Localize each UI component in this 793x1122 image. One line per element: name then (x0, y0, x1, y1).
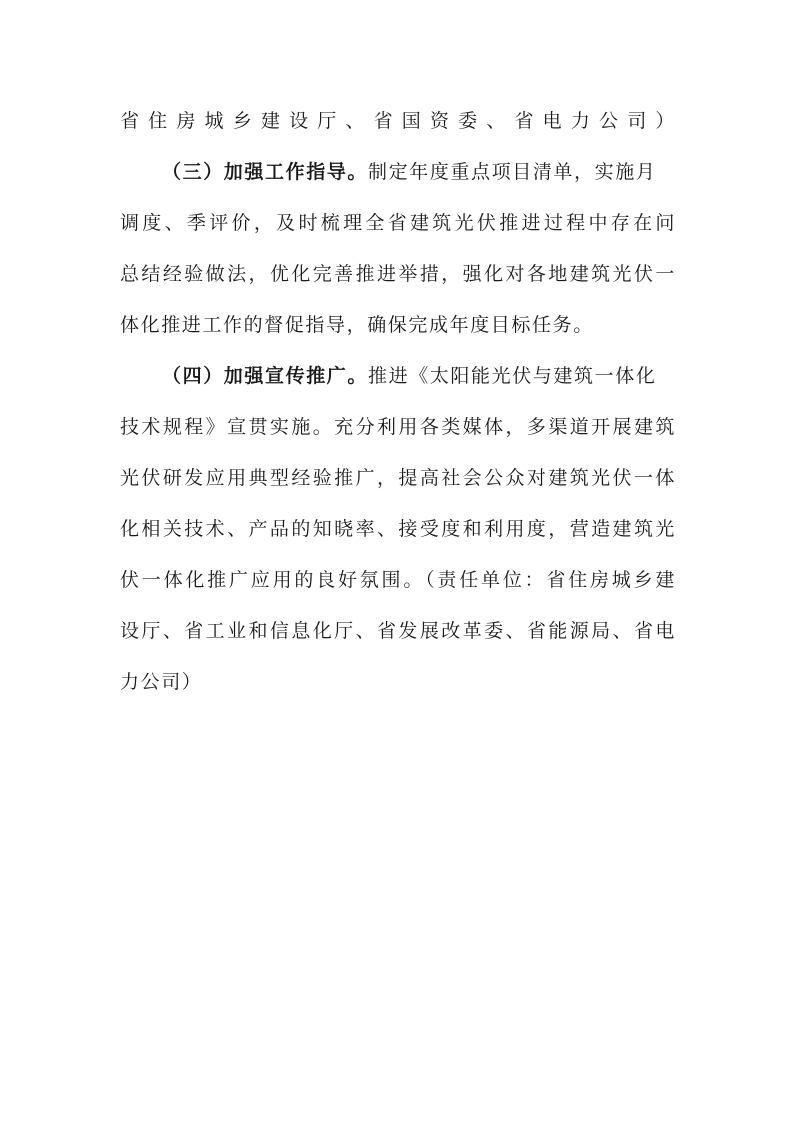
text-line: 化相关技术、产品的知晓率、接受度和利用度，营造建筑光 (120, 518, 676, 540)
document-body (120, 96, 676, 708)
text-line: 设厅、省工业和信息化厅、省发展改革委、省能源局、省电 (120, 620, 676, 642)
text-line: 伏一体化推广应用的良好氛围。（责任单位：省住房城乡建 (120, 569, 676, 591)
text-line: 体化推进工作的督促指导，确保完成年度目标任务。 (120, 314, 594, 336)
section-3-text: 制定年度重点项目清单，实施月 (368, 161, 657, 183)
text-line: 总结经验做法，优化完善推进举措，强化对各地建筑光伏一 (120, 263, 676, 285)
text-line: 光伏研发应用典型经验推广，提高社会公众对建筑光伏一体 (120, 467, 676, 489)
text-line: 技术规程》宣贯实施。充分利用各类媒体，多渠道开展建筑 (120, 416, 676, 438)
section-3-heading: （三）加强工作指导。 (162, 161, 369, 183)
section-4-text: 推进《太阳能光伏与建筑一体化 (368, 365, 657, 387)
text-line: 调度、季评价，及时梳理全省建筑光伏推进过程中存在问 (120, 212, 676, 234)
section-3-paragraph-start (120, 147, 676, 198)
section-4-heading: （四）加强宣传推广。 (162, 365, 369, 387)
text-line: 省住房城乡建设厅、省国资委、省电力公司） (120, 110, 676, 132)
text-line: 力公司） (120, 671, 203, 693)
section-4-paragraph-start (120, 351, 676, 402)
